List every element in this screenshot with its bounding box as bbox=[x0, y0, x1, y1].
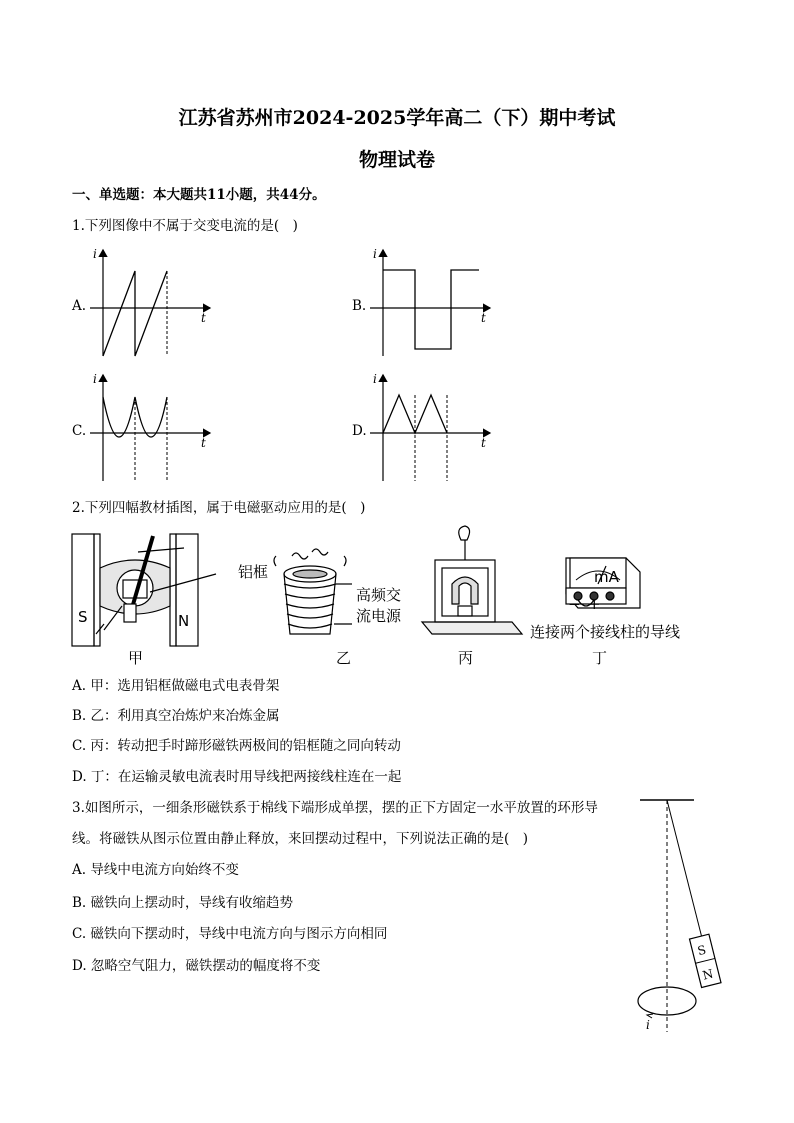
axis-t-label: t bbox=[481, 436, 486, 450]
gaopin-label-2: 流电源 bbox=[356, 607, 402, 625]
q2-option-d: D. 丁：在运输灵敏电流表时用导线把两接线柱连在一起 bbox=[72, 769, 402, 785]
caption-jia: 甲 bbox=[128, 649, 144, 667]
q2-option-b: B. 乙：利用真空冶炼炉来冶炼金属 bbox=[72, 708, 280, 724]
figure-bing bbox=[422, 526, 522, 634]
magnet-s-label: S bbox=[696, 942, 708, 959]
axis-t-label: t bbox=[201, 436, 206, 450]
q1-graph-b bbox=[368, 244, 498, 360]
minus-label: − bbox=[568, 595, 581, 613]
current-i-label: i bbox=[646, 1018, 650, 1032]
axis-t-label: t bbox=[481, 311, 486, 325]
q1-option-b-label: B. bbox=[352, 298, 367, 314]
page-subtitle: 物理试卷 bbox=[358, 149, 435, 171]
q3-option-d: D. 忽略空气阻力，磁铁摆动的幅度将不变 bbox=[72, 958, 321, 974]
q3-stem-line1: 3.如图所示，一细条形磁铁系于棉线下端形成单摆，摆的正下方固定一水平放置的环形导 bbox=[72, 800, 598, 816]
q3-stem-line2: 线。将磁铁从图示位置由静止释放，来回摆动过程中，下列说法正确的是( ) bbox=[72, 831, 529, 847]
q1-stem: 1.下列图像中不属于交变电流的是( ) bbox=[72, 218, 298, 234]
gaopin-label-1: 高频交 bbox=[356, 586, 402, 604]
figure-jia bbox=[72, 534, 216, 646]
axis-i-label: i bbox=[373, 372, 377, 386]
q3-option-a: A. 导线中电流方向始终不变 bbox=[72, 862, 239, 878]
q1-graph-d bbox=[368, 369, 498, 485]
axis-i-label: i bbox=[373, 247, 377, 261]
q3-option-b: B. 磁铁向上摆动时，导线有收缩趋势 bbox=[72, 895, 294, 911]
caption-bing: 丙 bbox=[458, 649, 474, 667]
q1-graph-a bbox=[88, 244, 218, 360]
section-heading: 一、单选题：本大题共11小题，共44分。 bbox=[72, 187, 326, 203]
page-title: 江苏省苏州市2024-2025学年高二（下）期中考试 bbox=[178, 107, 616, 129]
axis-t-label: t bbox=[201, 311, 206, 325]
ding-caption: 连接两个接线柱的导线 bbox=[530, 623, 681, 641]
magnet-n-label: N bbox=[178, 612, 190, 630]
q3-option-c: C. 磁铁向下摆动时，导线中电流方向与图示方向相同 bbox=[72, 926, 388, 942]
plus-label: + bbox=[588, 595, 601, 613]
q2-option-a: A. 甲：选用铝框做磁电式电表骨架 bbox=[72, 678, 280, 694]
lvkuang-label: 铝框 bbox=[238, 563, 269, 581]
q2-figures bbox=[66, 522, 706, 672]
magnet-n-label: N bbox=[701, 966, 715, 983]
caption-ding: 丁 bbox=[592, 649, 608, 667]
q2-stem: 2.下列四幅教材插图，属于电磁驱动应用的是( ) bbox=[72, 500, 366, 516]
caption-yi: 乙 bbox=[336, 649, 352, 667]
axis-i-label: i bbox=[93, 372, 97, 386]
q2-option-c: C. 丙：转动把手时蹄形磁铁两极间的铝框随之同向转动 bbox=[72, 738, 401, 754]
axis-i-label: i bbox=[93, 247, 97, 261]
figure-yi bbox=[274, 549, 352, 634]
q3-pendulum-figure bbox=[630, 792, 734, 1042]
q1-option-d-label: D. bbox=[352, 423, 367, 439]
magnet-s-label: S bbox=[78, 608, 88, 626]
ma-label: mA bbox=[594, 568, 619, 586]
q1-graph-c bbox=[88, 369, 218, 485]
q1-option-a-label: A. bbox=[72, 298, 87, 314]
q1-option-c-label: C. bbox=[72, 423, 87, 439]
